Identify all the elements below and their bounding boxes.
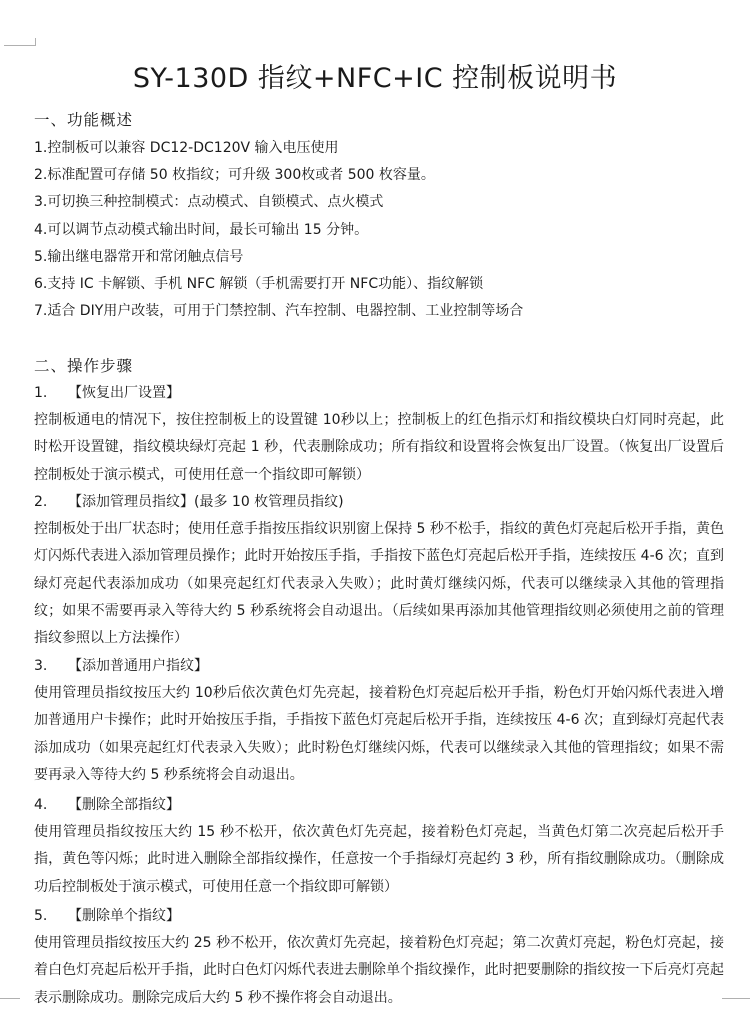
step-body: 使用管理员指纹按压大约 25 秒不松开，依次黄灯先亮起，接着粉色灯亮起；第二次黄灯亮起，粉色灯亮起，接着白色灯亮起后松开手指，此时白色灯闪烁代表进去删除单个指纹操作，此时把要删除的指纹按一下后亮灯亮起表示删除成功。删除完成后大约 5 秒不操作将会自动退出。: [34, 935, 724, 1006]
step-title: 【添加管理员指纹】(最多 10 枚管理员指纹): [68, 494, 344, 510]
step-body: 使用管理员指纹按压大约 10秒后依次黄色灯先亮起，接着粉色灯亮起后松开手指，粉色灯开始闪烁代表进入增加普通用户卡操作；此时开始按压手指，手指按下蓝色灯亮起后松开手指，连续按压 4-6 次；直到绿灯亮起代表添加成功（如果亮起红灯代表录入失败）；此时粉色灯继续闪烁，代表可以继续录入其他的管理指纹；如果不需要再录入等待大约 5 秒系统将会自动退出。: [34, 685, 724, 783]
step-number: 3.: [34, 658, 48, 674]
step-body: 使用管理员指纹按压大约 15 秒不松开，依次黄色灯先亮起，接着粉色灯亮起，当黄色灯第二次亮起后松开手指，黄色等闪烁；此时进入删除全部指纹操作，任意按一个手指绿灯亮起约 3 秒，所有指纹删除成功。（删除成功后控制板处于演示模式，可使用任意一个指纹即可解锁）: [34, 824, 724, 895]
feature-item: 4.可以调节点动模式输出时间，最长可输出 15 分钟。: [34, 221, 369, 238]
page-title: SY-130D 指纹+NFC+IC 控制板说明书: [132, 63, 618, 94]
step-number: 5.: [34, 908, 48, 924]
section-heading-features: 一、功能概述: [34, 111, 134, 129]
step-heading: [34, 903, 724, 930]
step-delete-all-fingerprints: [34, 792, 724, 901]
step-add-admin-fingerprint: [34, 489, 724, 652]
step-heading: [34, 653, 724, 680]
step-body: 控制板通电的情况下，按住控制板上的设置键 10秒以上；控制板上的红色指示灯和指纹模块白灯同时亮起，此时松开设置键，指纹模块绿灯亮起 1 秒，代表删除成功；所有指纹和设置将会恢复出厂设置。（恢复出厂设置后控制板处于演示模式，可使用任意一个指纹即可解锁）: [34, 412, 724, 483]
crop-mark-top-left-vertical: [35, 38, 36, 46]
step-title: 【删除单个指纹】: [68, 908, 180, 924]
step-number: 1.: [34, 385, 48, 401]
feature-item: 7.适合 DIY用户改装，可用于门禁控制、汽车控制、电器控制、工业控制等场合: [34, 303, 524, 320]
step-title: 【恢复出厂设置】: [68, 385, 180, 401]
crop-mark-bottom-right: [722, 998, 750, 999]
step-heading: [34, 489, 724, 516]
step-number: 2.: [34, 494, 48, 510]
step-body: 控制板处于出厂状态时；使用任意手指按压指纹识别窗上保持 5 秒不松手，指纹的黄色灯亮起后松开手指，黄色灯闪烁代表进入添加管理员操作；此时开始按压手指，手指按下蓝色灯亮起后松开手指，连续按压 4-6 次；直到绿灯亮起代表添加成功（如果亮起红灯代表录入失败）；此时黄灯继续闪烁，代表可以继续录入其他的管理指纹；如果不需要再录入等待大约 5 秒系统将会自动退出。（后续如果再添加其他管理指纹则必须使用之前的管理指纹参照以上方法操作）: [34, 521, 724, 647]
step-title: 【添加普通用户指纹】: [68, 658, 208, 674]
crop-mark-top-left-horizontal: [4, 45, 36, 46]
feature-item: 1.控制板可以兼容 DC12-DC120V 输入电压使用: [34, 140, 339, 156]
feature-item: 5.输出继电器常开和常闭触点信号: [34, 248, 244, 265]
crop-mark-bottom-left: [0, 998, 20, 999]
step-heading: [34, 380, 724, 407]
step-title: 【删除全部指纹】: [68, 797, 180, 813]
feature-list: [34, 135, 523, 325]
step-heading: [34, 792, 724, 819]
step-add-user-fingerprint: [34, 653, 724, 789]
step-delete-single-fingerprint: [34, 903, 724, 1012]
feature-item: 3.可切换三种控制模式：点动模式、自锁模式、点火模式: [34, 194, 384, 211]
step-number: 4.: [34, 797, 48, 813]
section-heading-steps: 二、操作步骤: [34, 357, 134, 375]
step-factory-reset: [34, 380, 724, 489]
feature-item: 6.支持 IC 卡解锁、手机 NFC 解锁（手机需要打开 NFC功能）、指纹解锁: [34, 275, 484, 292]
feature-item: 2.标准配置可存储 50 枚指纹；可升级 300枚或者 500 枚容量。: [34, 167, 435, 184]
